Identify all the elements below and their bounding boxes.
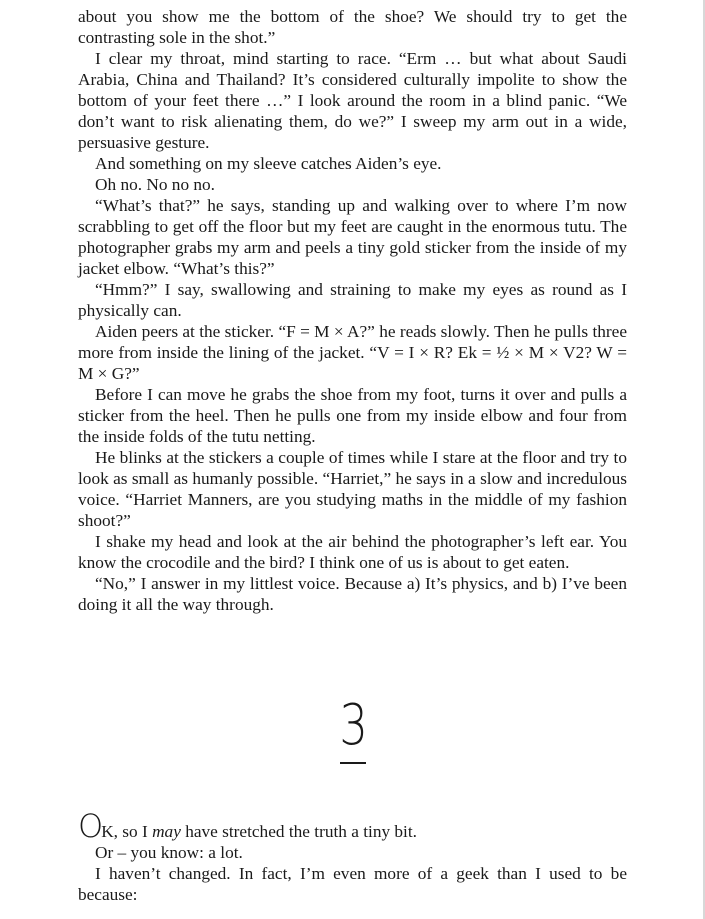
- paragraph: I haven’t changed. In fact, I’m even more of a geek than I used to be because:: [78, 864, 627, 904]
- chapter-opening-text: [78, 807, 627, 905]
- paragraph: “No,” I answer in my littlest voice. Because a) It’s physics, and b) I’ve been doing it all the way through.: [78, 574, 627, 614]
- opening-text-emphasis: may: [152, 822, 181, 841]
- paragraph: about you show me the bottom of the shoe? We should try to get the contrasting sole in the shot.”: [78, 7, 627, 47]
- paragraph: Oh no. No no no.: [95, 175, 216, 194]
- opening-text-b: have stretched the truth a tiny bit.: [180, 822, 417, 841]
- paragraph: “Hmm?” I say, swallowing and straining to make my eyes as round as I physically can.: [78, 280, 627, 320]
- chapter-number: 3: [339, 693, 366, 758]
- paragraph: I clear my throat, mind starting to race. “Erm … but what about Saudi Arabia, China and Thailand? It’s considered culturally impolite to show the bottom of your feet there …” I look around the room in a blind panic. “We don’t want to risk alienating them, do we?” I sweep my arm out in a wide, persuasive gesture.: [78, 49, 627, 152]
- paragraph: And something on my sleeve catches Aiden’s eye.: [95, 154, 442, 173]
- opening-text-a: K, so I: [101, 822, 153, 841]
- chapter-underline: [340, 762, 366, 764]
- paragraph: “What’s that?” he says, standing up and walking over to where I’m now scrabbling to get off the floor but my feet are caught in the enormous tutu. The photographer grabs my arm and peels a tiny gold sticker from the inside of my jacket elbow. “What’s this?”: [78, 196, 627, 278]
- paragraph: I shake my head and look at the air behind the photographer’s left ear. You know the crocodile and the bird? I think one of us is about to get eaten.: [78, 532, 627, 572]
- opening-paragraph: [78, 807, 627, 845]
- upper-text-block: [78, 6, 627, 615]
- chapter-heading: [78, 693, 627, 764]
- drop-cap: O: [78, 807, 102, 845]
- paragraph: Before I can move he grabs the shoe from my foot, turns it over and pulls a sticker from the heel. Then he pulls one from my inside elbow and four from the inside folds of the tutu netting.: [78, 385, 627, 446]
- paragraph: Or – you know: a lot.: [95, 843, 243, 862]
- paragraph: Aiden peers at the sticker. “F = M × A?” he reads slowly. Then he pulls three more from inside the lining of the jacket. “V = I × R? Ek = ½ × M × V2? W = M × G?”: [78, 322, 627, 383]
- paragraph: He blinks at the stickers a couple of times while I stare at the floor and try to look as small as humanly possible. “Harriet,” he says in a slow and incredulous voice. “Harriet Manners, are you studying maths in the middle of my fashion shoot?”: [78, 448, 627, 530]
